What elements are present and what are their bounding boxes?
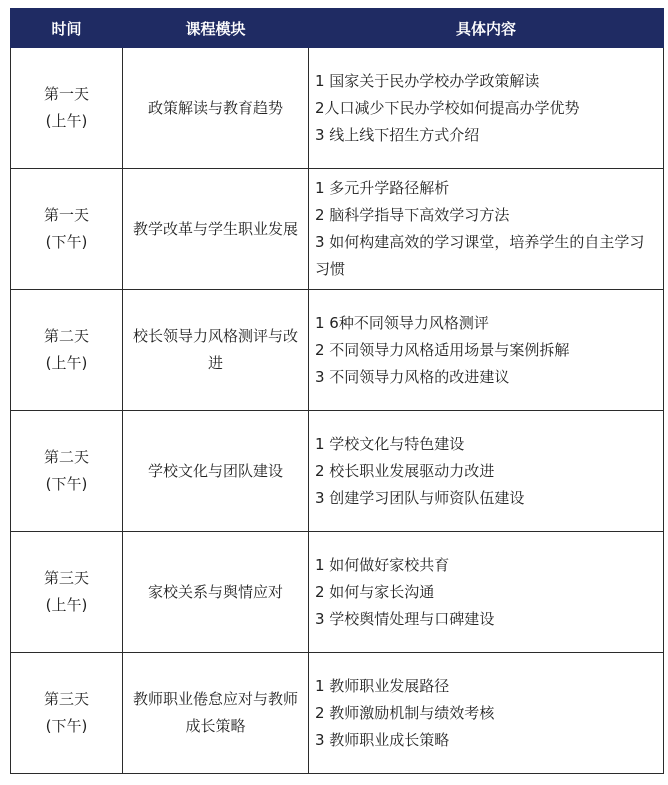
content-item: 2 校长职业发展驱动力改进 <box>315 461 495 480</box>
content-cell <box>309 169 664 290</box>
table-row <box>11 169 664 290</box>
period-label: (下午) <box>45 233 88 251</box>
content-cell <box>309 653 664 774</box>
period-label: (上午) <box>45 354 88 372</box>
module-cell: 政策解读与教育趋势 <box>123 48 309 169</box>
header-content: 具体内容 <box>309 9 664 48</box>
table-row <box>11 290 664 411</box>
content-item: 3 如何构建高效的学习课堂，培养学生的自主学习习惯 <box>315 233 645 278</box>
content-cell <box>309 48 664 169</box>
module-cell: 教师职业倦怠应对与教师成长策略 <box>123 653 309 774</box>
table-row <box>11 48 664 169</box>
content-cell <box>309 532 664 653</box>
course-schedule-table <box>10 8 664 774</box>
content-item: 3 不同领导力风格的改进建议 <box>315 367 510 386</box>
period-label: (上午) <box>45 112 88 130</box>
header-module: 课程模块 <box>123 9 309 48</box>
day-label: 第一天 <box>43 206 89 224</box>
content-item: 2人口减少下民办学校如何提高办学优势 <box>315 98 580 117</box>
time-cell <box>11 411 123 532</box>
day-label: 第三天 <box>43 690 89 708</box>
time-cell <box>11 169 123 290</box>
content-item: 3 学校舆情处理与口碑建设 <box>315 609 495 628</box>
module-cell: 家校关系与舆情应对 <box>123 532 309 653</box>
table-row <box>11 532 664 653</box>
content-cell <box>309 411 664 532</box>
period-label: (下午) <box>45 717 88 735</box>
time-cell <box>11 532 123 653</box>
day-label: 第三天 <box>43 569 89 587</box>
period-label: (下午) <box>45 475 88 493</box>
content-item: 1 学校文化与特色建设 <box>315 434 465 453</box>
header-time: 时间 <box>11 9 123 48</box>
table-row <box>11 411 664 532</box>
content-item: 2 不同领导力风格适用场景与案例拆解 <box>315 340 570 359</box>
module-cell: 校长领导力风格测评与改进 <box>123 290 309 411</box>
time-cell <box>11 290 123 411</box>
module-cell: 学校文化与团队建设 <box>123 411 309 532</box>
table-header <box>11 9 664 48</box>
content-item: 1 如何做好家校共育 <box>315 555 450 574</box>
header-row <box>11 9 664 48</box>
content-item: 2 脑科学指导下高效学习方法 <box>315 206 510 224</box>
period-label: (上午) <box>45 596 88 614</box>
content-item: 1 教师职业发展路径 <box>315 676 450 695</box>
content-item: 3 教师职业成长策略 <box>315 730 450 749</box>
content-item: 2 教师激励机制与绩效考核 <box>315 703 495 722</box>
day-label: 第一天 <box>43 85 89 103</box>
content-item: 1 6种不同领导力风格测评 <box>315 313 489 332</box>
content-item: 1 多元升学路径解析 <box>315 179 450 197</box>
time-cell <box>11 653 123 774</box>
table-row <box>11 653 664 774</box>
content-item: 2 如何与家长沟通 <box>315 582 435 601</box>
day-label: 第二天 <box>43 327 89 345</box>
content-item: 3 创建学习团队与师资队伍建设 <box>315 488 525 507</box>
content-item: 1 国家关于民办学校办学政策解读 <box>315 71 540 90</box>
day-label: 第二天 <box>43 448 89 466</box>
content-cell <box>309 290 664 411</box>
content-item: 3 线上线下招生方式介绍 <box>315 125 480 144</box>
table-body <box>11 48 664 774</box>
time-cell <box>11 48 123 169</box>
module-cell: 教学改革与学生职业发展 <box>123 169 309 290</box>
